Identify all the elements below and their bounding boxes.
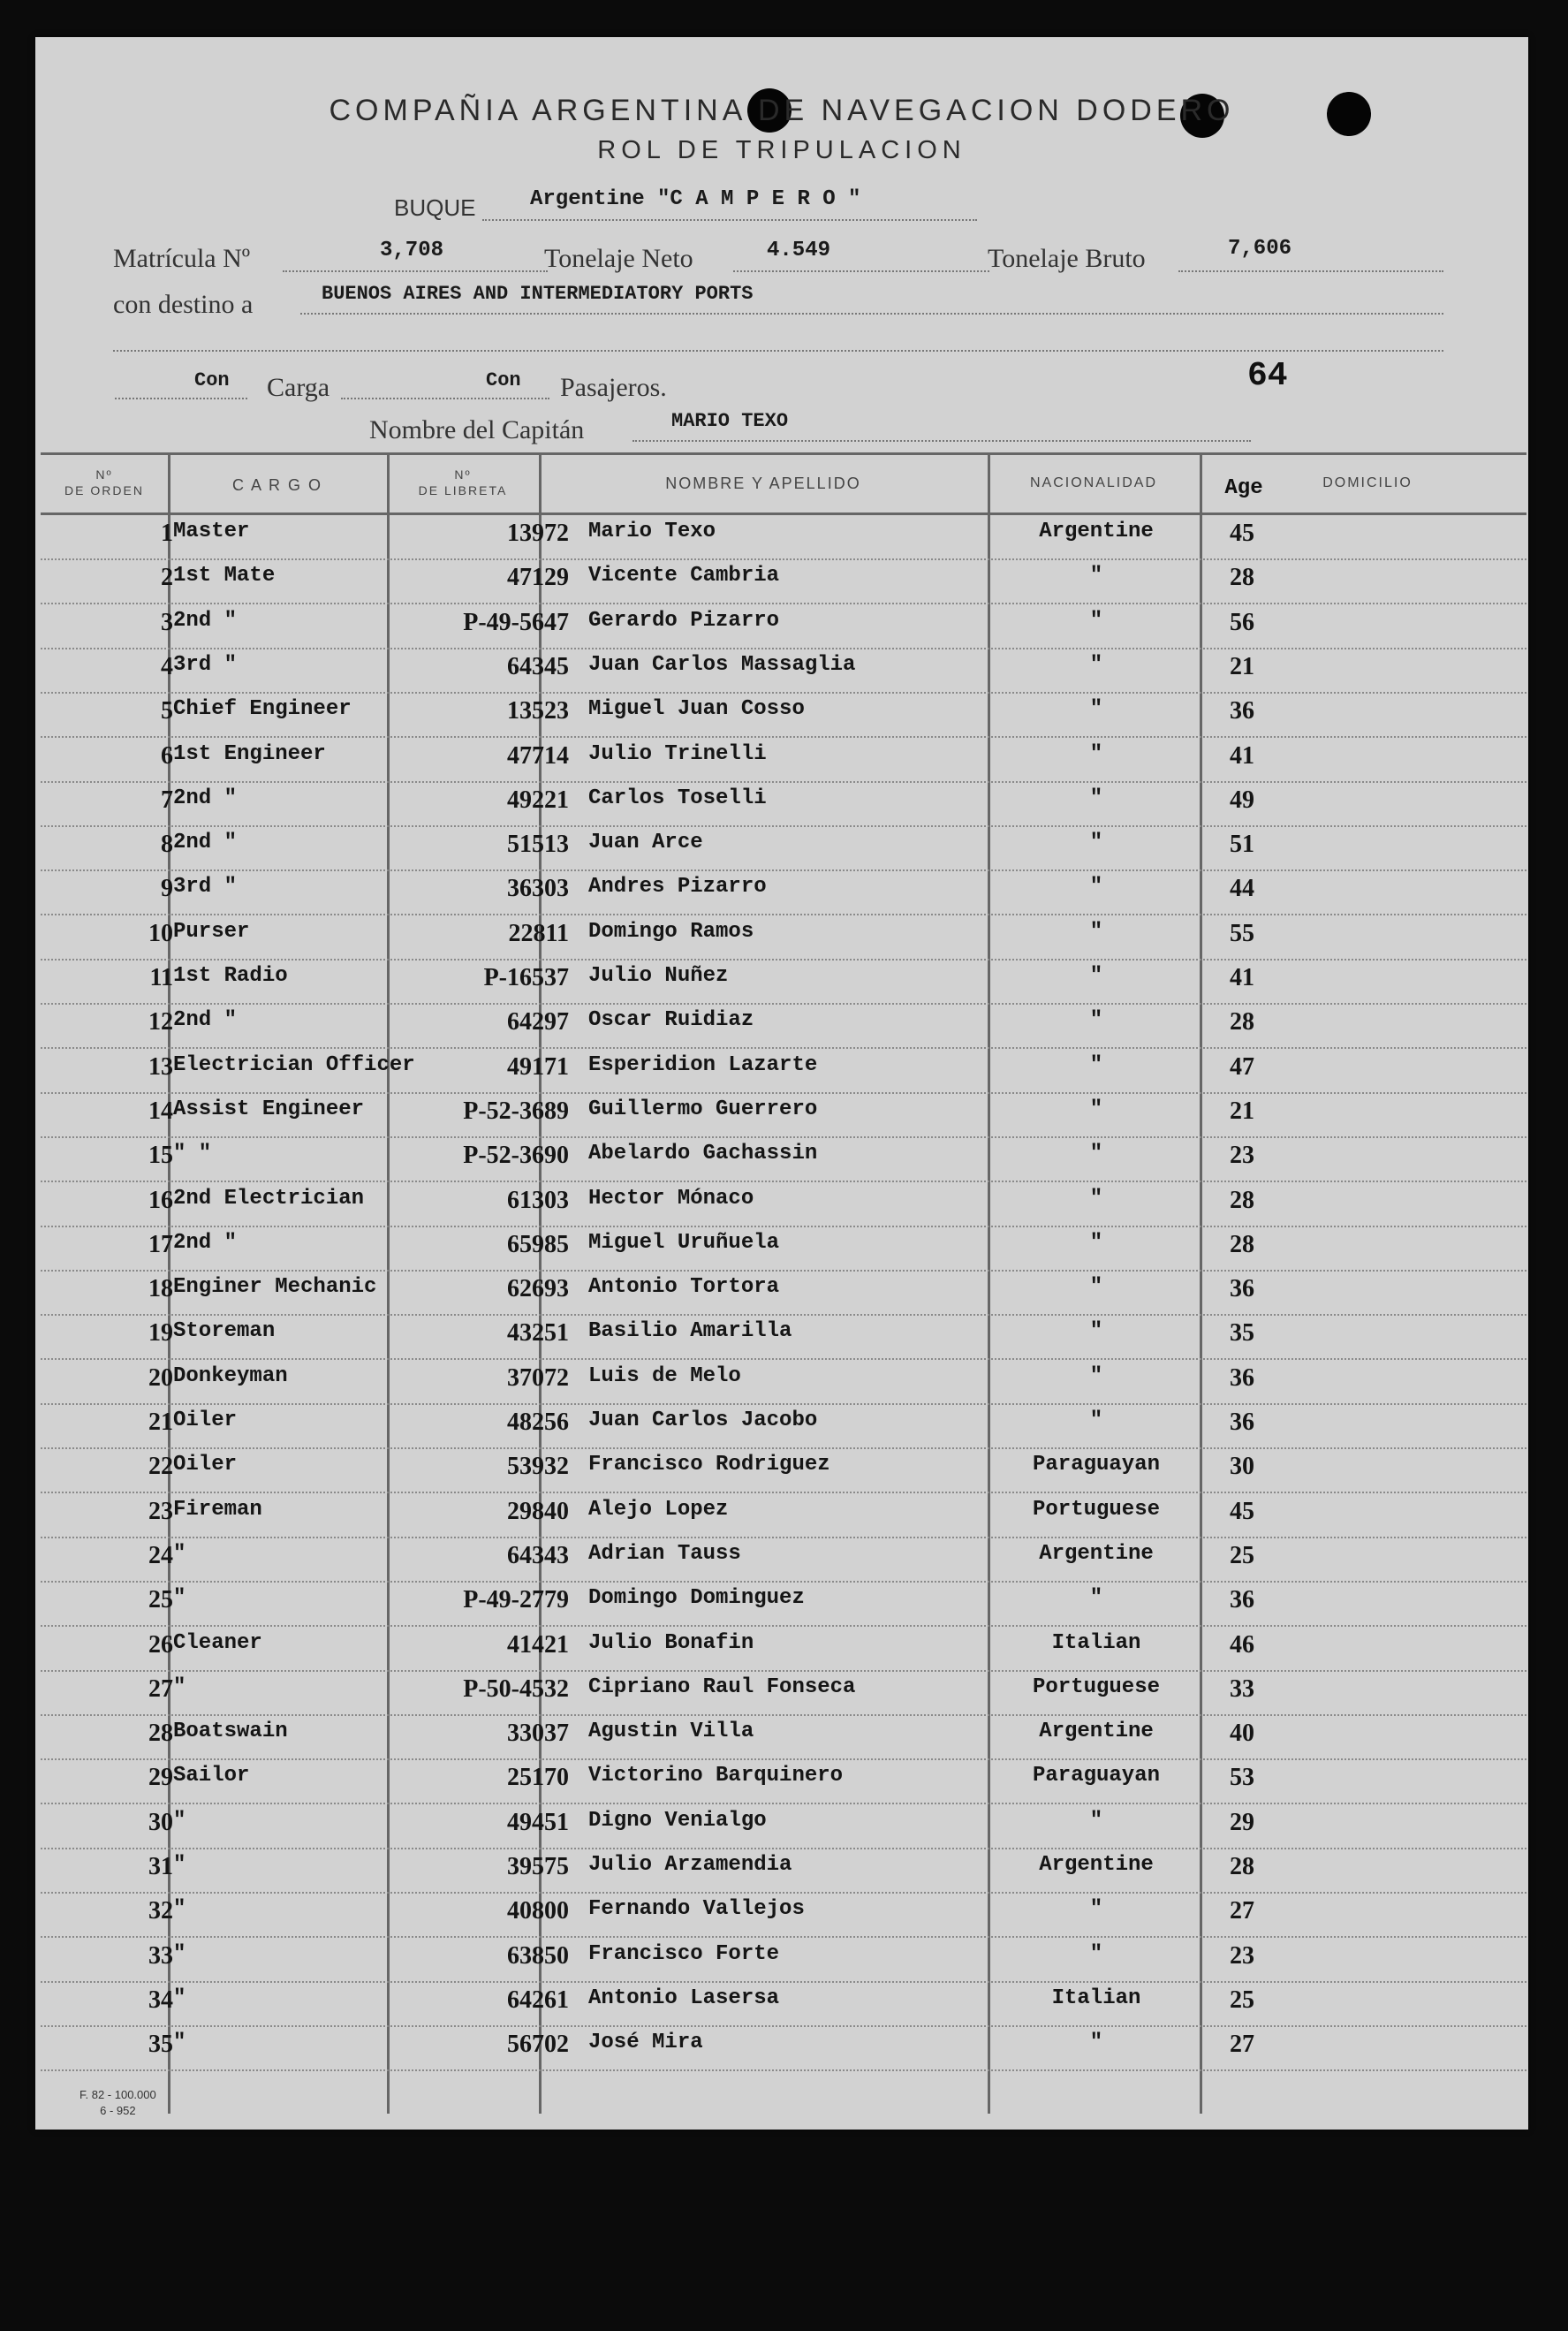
row-cargo: Chief Engineer — [173, 697, 352, 722]
row-nombre: Agustin Villa — [588, 1720, 754, 1744]
header-cargo: C A R G O — [231, 476, 323, 494]
row-nacionalidad: " — [1089, 875, 1103, 900]
carga-label: Carga — [267, 373, 330, 402]
row-libreta: 39575 — [507, 1853, 569, 1880]
row-cargo: Purser — [173, 919, 250, 944]
matricula-line — [283, 270, 548, 272]
sheet-number: 64 — [1247, 357, 1288, 395]
row-cargo: Storeman — [173, 1319, 276, 1344]
row-age: 44 — [1230, 875, 1254, 903]
row-order-number: 32 — [148, 1897, 173, 1925]
row-libreta: 37072 — [507, 1363, 569, 1392]
header-libreta: Nº DE LIBRETA — [418, 467, 508, 497]
row-cargo: Donkeyman — [173, 1363, 288, 1388]
table-row — [41, 1714, 1526, 1760]
row-age: 36 — [1230, 1275, 1254, 1303]
table-row — [41, 1803, 1526, 1849]
table-row — [41, 1537, 1526, 1583]
row-order-number: 9 — [161, 875, 173, 903]
row-libreta: P-52-3689 — [463, 1097, 569, 1125]
row-cargo: 2nd Electrician — [173, 1186, 365, 1211]
row-order-number: 18 — [148, 1275, 173, 1303]
row-nacionalidad: " — [1089, 1052, 1103, 1077]
row-nacionalidad: Italian — [1051, 1986, 1141, 2010]
row-cargo: " — [173, 1808, 186, 1833]
row-nombre: Francisco Rodriguez — [588, 1453, 830, 1477]
row-age: 46 — [1230, 1630, 1254, 1659]
row-nacionalidad: Portuguese — [1032, 1497, 1161, 1522]
row-order-number: 28 — [148, 1720, 173, 1748]
row-nombre: Antonio Lasersa — [588, 1986, 780, 2010]
row-age: 53 — [1230, 1764, 1254, 1792]
row-libreta: 22811 — [508, 919, 569, 947]
row-order-number: 27 — [148, 1674, 173, 1703]
row-age: 35 — [1230, 1319, 1254, 1348]
table-row — [41, 1447, 1526, 1493]
row-cargo: 2nd " — [173, 831, 238, 855]
row-libreta: 64345 — [507, 652, 569, 680]
table-row — [41, 1359, 1526, 1405]
table-row — [41, 1848, 1526, 1894]
row-order-number: 24 — [148, 1541, 173, 1569]
row-nacionalidad: " — [1089, 1941, 1103, 1966]
row-nombre: Julio Bonafin — [588, 1630, 754, 1655]
row-libreta: 53932 — [507, 1453, 569, 1481]
row-nombre: Digno Venialgo — [588, 1808, 767, 1833]
row-cargo: 2nd " — [173, 1008, 238, 1033]
row-nacionalidad: " — [1089, 1275, 1103, 1300]
row-order-number: 29 — [148, 1764, 173, 1792]
row-age: 27 — [1230, 1897, 1254, 1925]
table-row — [41, 869, 1526, 915]
row-cargo: " — [173, 1586, 186, 1611]
row-order-number: 34 — [148, 1986, 173, 2014]
table-row — [41, 692, 1526, 738]
table-row — [41, 1314, 1526, 1360]
row-order-number: 21 — [148, 1408, 173, 1436]
matricula-value: 3,708 — [380, 239, 444, 262]
row-libreta: P-49-5647 — [463, 608, 569, 636]
row-order-number: 20 — [148, 1363, 173, 1392]
row-libreta: 47129 — [507, 564, 569, 592]
row-nacionalidad: Argentine — [1039, 1720, 1154, 1744]
tonelaje-bruto-line — [1178, 270, 1443, 272]
destino-value: BUENOS AIRES AND INTERMEDIATORY PORTS — [322, 283, 754, 305]
tonelaje-bruto-label: Tonelaje Bruto — [988, 244, 1146, 273]
document-title: ROL DE TRIPULACION — [597, 136, 966, 164]
buque-value: Argentine "C A M P E R O " — [530, 187, 861, 211]
buque-label: BUQUE — [394, 194, 476, 221]
row-nombre: José Mira — [588, 2031, 703, 2055]
pasajeros-value: Con — [486, 369, 521, 391]
row-cargo: 3rd " — [173, 652, 238, 677]
row-age: 21 — [1230, 652, 1254, 680]
table-row — [41, 1181, 1526, 1227]
row-order-number: 3 — [161, 608, 173, 636]
crew-list-sheet — [35, 37, 1528, 2130]
row-cargo: " — [173, 1986, 186, 2010]
table-row — [41, 1403, 1526, 1449]
row-libreta: 65985 — [507, 1230, 569, 1258]
row-cargo: " — [173, 2031, 186, 2055]
row-age: 36 — [1230, 1586, 1254, 1614]
row-age: 49 — [1230, 786, 1254, 814]
row-age: 25 — [1230, 1986, 1254, 2014]
row-age: 47 — [1230, 1052, 1254, 1081]
row-nacionalidad: " — [1089, 1008, 1103, 1033]
row-nacionalidad: Portuguese — [1032, 1674, 1161, 1699]
row-nacionalidad: " — [1089, 1808, 1103, 1833]
table-row — [41, 1136, 1526, 1182]
row-nacionalidad: Argentine — [1039, 1853, 1154, 1877]
row-nacionalidad: " — [1089, 831, 1103, 855]
row-order-number: 30 — [148, 1808, 173, 1836]
header-no-orden: Nº DE ORDEN — [64, 467, 144, 497]
row-nombre: Basilio Amarilla — [588, 1319, 792, 1344]
row-libreta: 64343 — [507, 1541, 569, 1569]
row-libreta: 25170 — [507, 1764, 569, 1792]
row-libreta: 13523 — [507, 697, 569, 725]
table-row — [41, 781, 1526, 827]
row-order-number: 31 — [148, 1853, 173, 1880]
row-age: 23 — [1230, 1941, 1254, 1970]
row-libreta: P-52-3690 — [463, 1142, 569, 1170]
row-libreta: 49451 — [507, 1808, 569, 1836]
header-nacionalidad: NACIONALIDAD — [1029, 475, 1158, 490]
row-order-number: 4 — [161, 652, 173, 680]
header-domicilio: DOMICILIO — [1322, 475, 1413, 490]
row-nacionalidad: " — [1089, 564, 1103, 588]
row-libreta: 64261 — [507, 1986, 569, 2014]
row-libreta: P-49-2779 — [463, 1586, 569, 1614]
row-nombre: Luis de Melo — [588, 1363, 741, 1388]
row-libreta: 56702 — [507, 2031, 569, 2059]
row-nombre: Esperidion Lazarte — [588, 1052, 818, 1077]
row-age: 56 — [1230, 608, 1254, 636]
row-cargo: " — [173, 1674, 186, 1699]
row-cargo: " — [173, 1541, 186, 1566]
table-row — [41, 1581, 1526, 1627]
capitan-value: MARIO TEXO — [671, 410, 789, 432]
row-nacionalidad: " — [1089, 652, 1103, 677]
table-row — [41, 1937, 1526, 1983]
row-nombre: Domingo Dominguez — [588, 1586, 805, 1611]
row-order-number: 8 — [161, 831, 173, 859]
row-nombre: Vicente Cambria — [588, 564, 780, 588]
row-libreta: 43251 — [507, 1319, 569, 1348]
row-age: 36 — [1230, 697, 1254, 725]
row-age: 27 — [1230, 2031, 1254, 2059]
table-row — [41, 604, 1526, 649]
carga-value: Con — [194, 369, 230, 391]
table-row — [41, 915, 1526, 960]
row-cargo: 1st Radio — [173, 964, 288, 988]
table-row — [41, 959, 1526, 1005]
row-cargo: Master — [173, 520, 250, 543]
capitan-label: Nombre del Capitán — [369, 415, 585, 444]
row-cargo: 3rd " — [173, 875, 238, 900]
row-nombre: Guillermo Guerrero — [588, 1097, 818, 1121]
row-nombre: Abelardo Gachassin — [588, 1142, 818, 1166]
row-nacionalidad: " — [1089, 1097, 1103, 1121]
capitan-line — [633, 440, 1251, 442]
row-libreta: 41421 — [507, 1630, 569, 1659]
row-age: 45 — [1230, 520, 1254, 547]
row-age: 36 — [1230, 1408, 1254, 1436]
table-row — [41, 648, 1526, 694]
pasajeros-label: Pasajeros. — [560, 373, 667, 402]
row-order-number: 1 — [161, 520, 173, 547]
row-cargo: " — [173, 1897, 186, 1922]
row-nombre: Julio Trinelli — [588, 741, 767, 766]
table-row — [41, 1092, 1526, 1138]
table-row — [41, 1492, 1526, 1538]
row-libreta: P-50-4532 — [463, 1674, 569, 1703]
row-libreta: 29840 — [507, 1497, 569, 1525]
carga-line — [115, 398, 247, 399]
row-cargo: Assist Engineer — [173, 1097, 365, 1121]
company-name: COMPAÑIA ARGENTINA DE NAVEGACION DODERO — [329, 94, 1235, 127]
row-cargo: Enginer Mechanic — [173, 1275, 377, 1300]
tonelaje-neto-label: Tonelaje Neto — [544, 244, 693, 273]
row-nacionalidad: " — [1089, 1186, 1103, 1211]
row-libreta: 13972 — [507, 520, 569, 547]
row-cargo: Sailor — [173, 1764, 250, 1788]
row-order-number: 5 — [161, 697, 173, 725]
row-cargo: 1st Engineer — [173, 741, 326, 766]
row-nacionalidad: Italian — [1051, 1630, 1141, 1655]
row-nacionalidad: " — [1089, 2031, 1103, 2055]
row-nombre: Miguel Uruñuela — [588, 1230, 780, 1255]
row-nombre: Julio Arzamendia — [588, 1853, 792, 1877]
row-libreta: 40800 — [507, 1897, 569, 1925]
row-nombre: Cipriano Raul Fonseca — [588, 1674, 856, 1699]
row-age: 28 — [1230, 564, 1254, 592]
row-cargo: 1st Mate — [173, 564, 276, 588]
destino-line — [300, 313, 1443, 315]
row-libreta: 48256 — [507, 1408, 569, 1436]
tonelaje-neto-line — [733, 270, 989, 272]
table-row — [41, 558, 1526, 604]
row-nombre: Miguel Juan Cosso — [588, 697, 805, 722]
row-nombre: Juan Carlos Jacobo — [588, 1408, 818, 1432]
table-row — [41, 825, 1526, 871]
row-cargo: Electrician Officer — [173, 1052, 415, 1077]
row-age: 30 — [1230, 1453, 1254, 1481]
row-nombre: Antonio Tortora — [588, 1275, 780, 1300]
row-age: 29 — [1230, 1808, 1254, 1836]
row-order-number: 15 — [148, 1142, 173, 1170]
row-age: 25 — [1230, 1541, 1254, 1569]
row-nombre: Fernando Vallejos — [588, 1897, 805, 1922]
row-libreta: 64297 — [507, 1008, 569, 1036]
row-nacionalidad: " — [1089, 741, 1103, 766]
row-nombre: Alejo Lopez — [588, 1497, 729, 1522]
row-age: 28 — [1230, 1008, 1254, 1036]
row-cargo: 2nd " — [173, 786, 238, 810]
tonelaje-bruto-value: 7,606 — [1228, 237, 1292, 261]
row-order-number: 10 — [148, 919, 173, 947]
row-nombre: Francisco Forte — [588, 1941, 780, 1966]
header-age: Age — [1224, 476, 1263, 500]
row-nombre: Oscar Ruidiaz — [588, 1008, 754, 1033]
row-nombre: Hector Mónaco — [588, 1186, 754, 1211]
row-cargo: " — [173, 1853, 186, 1877]
row-age: 40 — [1230, 1720, 1254, 1748]
form-code-date: 6 - 952 — [100, 2104, 136, 2117]
header-nombre: NOMBRE Y APELLIDO — [665, 475, 861, 492]
row-nacionalidad: Argentine — [1039, 520, 1154, 543]
row-age: 28 — [1230, 1230, 1254, 1258]
matricula-label: Matrícula Nº — [113, 244, 251, 273]
row-libreta: 33037 — [507, 1720, 569, 1748]
row-nacionalidad: " — [1089, 1319, 1103, 1344]
row-age: 28 — [1230, 1853, 1254, 1880]
table-row — [41, 1048, 1526, 1094]
buque-line — [482, 219, 977, 221]
row-nacionalidad: " — [1089, 1142, 1103, 1166]
row-order-number: 12 — [148, 1008, 173, 1036]
table-row — [41, 1270, 1526, 1316]
row-order-number: 25 — [148, 1586, 173, 1614]
row-libreta: 62693 — [507, 1275, 569, 1303]
row-cargo: Oiler — [173, 1408, 238, 1432]
row-nombre: Juan Arce — [588, 831, 703, 855]
row-age: 28 — [1230, 1186, 1254, 1214]
row-nacionalidad: " — [1089, 608, 1103, 633]
row-order-number: 17 — [148, 1230, 173, 1258]
row-cargo: Oiler — [173, 1453, 238, 1477]
row-order-number: 23 — [148, 1497, 173, 1525]
row-nombre: Mario Texo — [588, 520, 716, 543]
table-row — [41, 1758, 1526, 1804]
table-row — [41, 1226, 1526, 1272]
form-code-number: F. 82 - 100.000 — [80, 2088, 156, 2101]
row-nombre: Adrian Tauss — [588, 1541, 741, 1566]
row-nacionalidad: " — [1089, 1408, 1103, 1432]
row-nacionalidad: Paraguayan — [1032, 1453, 1161, 1477]
row-libreta: 61303 — [507, 1186, 569, 1214]
table-row — [41, 2025, 1526, 2071]
row-cargo: 2nd " — [173, 1230, 238, 1255]
destino-label: con destino a — [113, 290, 254, 319]
row-libreta: 47714 — [507, 741, 569, 770]
row-order-number: 14 — [148, 1097, 173, 1125]
row-nacionalidad: " — [1089, 1230, 1103, 1255]
row-order-number: 35 — [148, 2031, 173, 2059]
row-nombre: Andres Pizarro — [588, 875, 767, 900]
row-cargo: Fireman — [173, 1497, 262, 1522]
table-row — [41, 1892, 1526, 1938]
row-libreta: P-16537 — [483, 964, 569, 991]
row-order-number: 26 — [148, 1630, 173, 1659]
row-order-number: 2 — [161, 564, 173, 592]
row-libreta: 51513 — [507, 831, 569, 859]
row-nombre: Carlos Toselli — [588, 786, 767, 810]
table-row — [41, 514, 1526, 560]
row-nombre: Gerardo Pizarro — [588, 608, 780, 633]
row-cargo: Cleaner — [173, 1630, 262, 1655]
row-order-number: 7 — [161, 786, 173, 814]
row-cargo: Boatswain — [173, 1720, 288, 1744]
row-order-number: 6 — [161, 741, 173, 770]
table-top-border — [41, 452, 1526, 455]
tonelaje-neto-value: 4.549 — [767, 239, 831, 262]
row-order-number: 22 — [148, 1453, 173, 1481]
row-cargo: " — [173, 1941, 186, 1966]
row-order-number: 16 — [148, 1186, 173, 1214]
form-code — [80, 2087, 156, 2119]
table-row — [41, 737, 1526, 783]
row-age: 55 — [1230, 919, 1254, 947]
row-age: 51 — [1230, 831, 1254, 859]
row-age: 36 — [1230, 1363, 1254, 1392]
pasajeros-line — [341, 398, 549, 399]
row-nacionalidad: " — [1089, 919, 1103, 944]
row-libreta: 63850 — [507, 1941, 569, 1970]
row-age: 41 — [1230, 741, 1254, 770]
table-row — [41, 1670, 1526, 1716]
table-row — [41, 1003, 1526, 1049]
row-age: 33 — [1230, 1674, 1254, 1703]
row-nacionalidad: Argentine — [1039, 1541, 1154, 1566]
row-age: 41 — [1230, 964, 1254, 991]
row-nacionalidad: " — [1089, 964, 1103, 988]
table-row — [41, 1981, 1526, 2027]
row-cargo: " " — [173, 1142, 212, 1166]
row-nacionalidad: " — [1089, 786, 1103, 810]
row-nacionalidad: " — [1089, 1363, 1103, 1388]
row-libreta: 36303 — [507, 875, 569, 903]
destino-line-2 — [113, 350, 1443, 352]
row-nacionalidad: " — [1089, 697, 1103, 722]
row-libreta: 49171 — [507, 1052, 569, 1081]
row-age: 21 — [1230, 1097, 1254, 1125]
row-order-number: 13 — [148, 1052, 173, 1081]
row-nacionalidad: " — [1089, 1897, 1103, 1922]
row-order-number: 11 — [149, 964, 173, 991]
table-row — [41, 1626, 1526, 1672]
row-nombre: Julio Nuñez — [588, 964, 729, 988]
row-nombre: Victorino Barquinero — [588, 1764, 844, 1788]
row-nacionalidad: Paraguayan — [1032, 1764, 1161, 1788]
row-order-number: 19 — [148, 1319, 173, 1348]
row-age: 45 — [1230, 1497, 1254, 1525]
row-libreta: 49221 — [507, 786, 569, 814]
row-cargo: 2nd " — [173, 608, 238, 633]
row-order-number: 33 — [148, 1941, 173, 1970]
row-nombre: Domingo Ramos — [588, 919, 754, 944]
row-nombre: Juan Carlos Massaglia — [588, 652, 856, 677]
row-age: 23 — [1230, 1142, 1254, 1170]
row-nacionalidad: " — [1089, 1586, 1103, 1611]
